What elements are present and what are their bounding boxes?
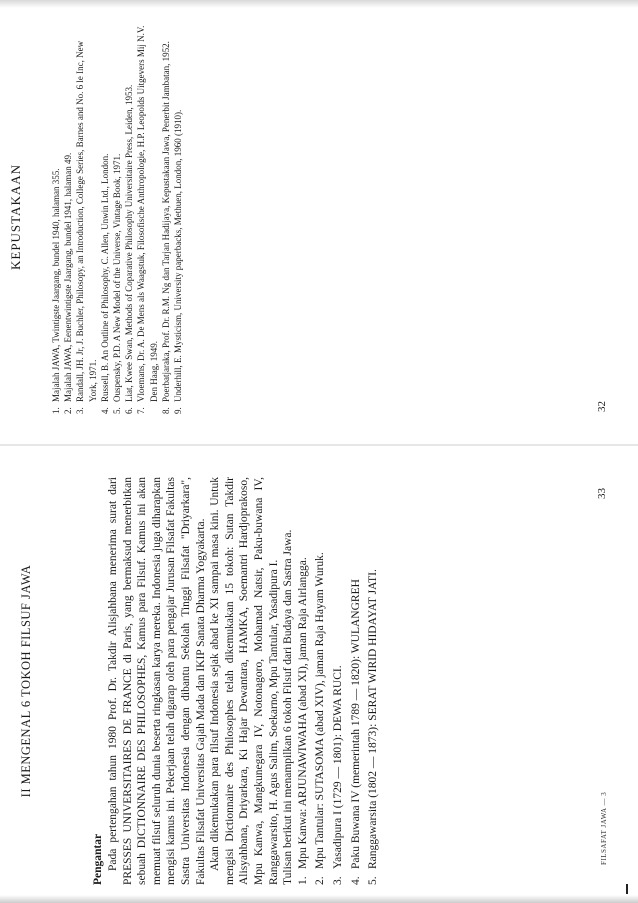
paragraph: Pada pertengahan tahun 1980 Prof. Dr. Takdir Alisjahbana menerima surat dari PRESSES UNIVERSITAIRES DE FRANCE di Paris, yang bermaksud menerbitkan sebuah DICTIONNAIRE DES PHILOSOPHES, Kamus para Filsuf. Kamus ini akan memuat filsuf seluruh dunia beserta ringkasan karya mereka. Indonesia juga diharapkan mengisi kamus ini. Pekerjaan telah digarap oleh para pengajar Jurusan Filsafat Fakultas Sastra Universitas Indonesia dengan dibantu Sekolah Tinggi Filsafat "Driyarkara", Fakultas Filsafat Universitas Gajah Mada dan IKIP Sanata Dharma Yogyakarta. — [107, 477, 207, 885]
reference-number: 3. — [75, 407, 86, 414]
reference-number: 5. — [112, 407, 123, 414]
paragraph: Tulisan berikut ini menampilkan 6 tokoh Filsuf dari Budaya dan Sastra Jawa. — [282, 529, 295, 885]
philosopher-list — [296, 477, 381, 885]
list-number: 2. — [314, 876, 327, 885]
reference-text: Ouspensky, P.D. A New Model of the Universe, Vintage Book, 1971. — [112, 153, 123, 402]
reference-number: 9. — [173, 407, 184, 414]
page-kepustakaan — [0, 0, 638, 432]
page-mengenal-tokoh — [0, 457, 638, 903]
list-item — [313, 477, 328, 885]
list-item — [366, 477, 381, 885]
list-item — [296, 477, 311, 885]
page-number: 32 — [596, 401, 608, 412]
reference-number: 7. — [136, 407, 147, 414]
reference-number: 6. — [124, 407, 135, 414]
chapter-title: II MENGENAL 6 TOKOH FILSUF JAWA — [19, 564, 33, 798]
list-item — [349, 477, 364, 885]
page-number: 33 — [596, 488, 608, 499]
list-item — [331, 477, 346, 885]
reference-text: Vloemans, Dr. A. De Mens als Waagstuk, Filosofische Anthropologie, H.P. Leopolds Uitgevers Mij N.V. Den Haag, 1949. — [136, 25, 159, 402]
reference-item — [99, 20, 111, 414]
reference-item — [160, 20, 172, 414]
reference-number: 2. — [63, 407, 74, 414]
reference-text: Randall, JH. Jr, J. Buchler, Philosopy, an Introduction, College Series, Barnes and No. 6 le Inc, New York, 1971. — [75, 40, 98, 402]
list-text: Mpu Kanwa: ARJUNAWIWAHA (abad XI), jaman Raja Airlangga. — [296, 557, 309, 869]
reference-item — [111, 20, 123, 414]
page-divider — [0, 444, 638, 446]
reference-text: Liat, Kwee Swan, Methods of Coparative Philosophy Universitaire Press, Leiden, 1953. — [124, 84, 135, 402]
list-text: Paku Buwana IV (memerintah 1789 — 1820): WULANGREH — [349, 579, 362, 869]
list-text: Yasadipura I (1729 — 1801): DEWA RUCI. — [331, 665, 344, 869]
reference-number: 1. — [51, 407, 61, 414]
list-text: Mpu Tantular: SUTASOMA (abad XIV), jaman Raja Hayam Wuruk. — [314, 552, 327, 869]
page-title: KEPUSTAKAAN — [8, 163, 23, 271]
reference-item — [74, 20, 98, 414]
reference-item — [135, 20, 159, 414]
scan-mark — [626, 884, 628, 894]
reference-number: 8. — [160, 407, 171, 414]
reference-text: Poerbatjaraka, Prof. Dr. R.M. Ng dan Tarjan Hadijaya, Kepustakaan Jawa, Penerbit Jambatan, 1952. — [160, 41, 171, 402]
reference-text: Majalah JAWA, Eenentwintigste Jaargang, bundel 1941, halaman 49. — [63, 152, 74, 402]
list-number: 5. — [367, 876, 380, 885]
reference-text: Russell, B. An Outline of Philosophy, C. Allen, Unwin Ltd., London. — [99, 153, 110, 402]
list-number: 3. — [331, 876, 344, 885]
reference-item — [123, 20, 135, 414]
reference-item — [62, 20, 74, 414]
paragraph: Akan dikemukakan para filsuf Indonesia sejak abad ke XI sampai masa kini. Untuk mengisi Dictionnaire des Philosophes telah dikemukakan 15 tokoh: Sutan Takdir Alisyahbana, Driyarkara, Ki Hajar Dewantara, HAMKA, Soemantri Hardjoprakoso, Mpu Kanwa, Mangkunegara IV, Notonagoro, Mohamad Natsir, Paku-buwana IV, Ranggawarsito, H. Agus Salim, Soekarno, Mpu Tantular, Yasadipura I. — [209, 477, 280, 885]
reference-item — [172, 20, 184, 414]
reference-item — [50, 20, 62, 414]
list-number: 1. — [296, 876, 309, 885]
reference-list — [50, 20, 184, 414]
reference-number: 4. — [99, 407, 110, 414]
section-heading: Pengantar — [92, 833, 104, 885]
list-text: Ranggawarsita (1802 — 1873): SERAT WIRID HIDAYAT JATI. — [367, 569, 380, 869]
list-number: 4. — [349, 876, 362, 885]
reference-text: Underhill, E. Mysticism, University paperbacks, Methuen, London, 1960 (1910). — [173, 109, 184, 402]
reference-text: Majalah JAWA, Twintigste Jaargang, bundel 1940, halaman 355. — [51, 168, 61, 402]
page-footer: FILSAFAT JAWA — 3 — [600, 791, 608, 865]
